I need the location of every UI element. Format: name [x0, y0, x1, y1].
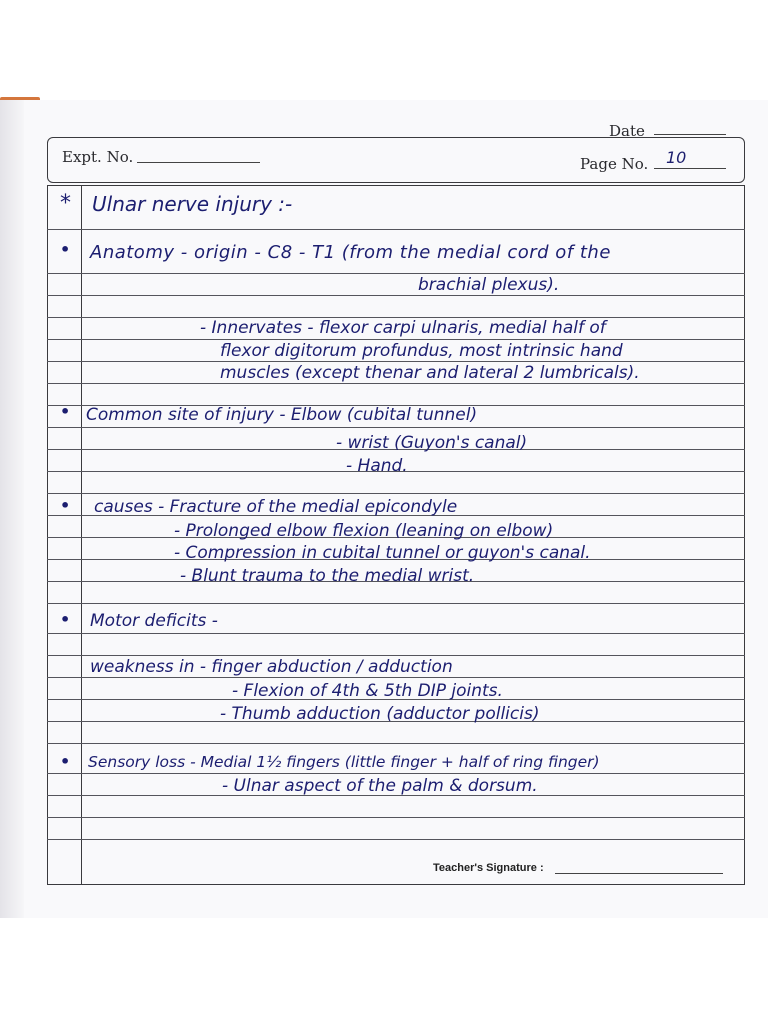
title-marker: * [60, 191, 71, 216]
sensory-line-1: Sensory loss - Medial 1½ fingers (little finger + half of ring finger) [88, 753, 600, 771]
anatomy-line-2: brachial plexus). [418, 275, 560, 295]
motor-line-4: - Thumb adduction (adductor pollicis) [220, 704, 540, 724]
motor-line-3: - Flexion of 4th & 5th DIP joints. [232, 681, 503, 701]
rule-line [47, 603, 745, 604]
rule-line [47, 677, 745, 678]
page-no-label: Page No. [580, 155, 649, 173]
margin-line [81, 185, 82, 885]
innervates-line-1: - Innervates - flexor carpi ulnaris, medial half of [200, 318, 606, 338]
rule-line [47, 773, 745, 774]
teacher-signature-label: Teacher's Signature : [433, 862, 544, 874]
site-line-2: - wrist (Guyon's canal) [336, 433, 528, 453]
date-field [654, 134, 726, 135]
motor-line-2: weakness in - finger abduction / adduction [90, 657, 453, 677]
causes-line-1: causes - Fracture of the medial epicondyle [94, 497, 458, 517]
date-label: Date [609, 122, 645, 140]
motor-line-1: Motor deficits - [90, 611, 218, 631]
bullet: • [60, 496, 71, 515]
anatomy-line-1: Anatomy - origin - C8 - T1 (from the medial cord of the [90, 242, 611, 263]
bullet: • [60, 402, 71, 421]
rule-line [47, 427, 745, 428]
innervates-line-3: muscles (except thenar and lateral 2 lumbricals). [220, 363, 640, 383]
rule-line [47, 361, 745, 362]
bullet: • [60, 240, 71, 259]
rule-line [47, 633, 745, 634]
rule-line [47, 817, 745, 818]
expt-no-field [137, 162, 260, 163]
note-title: Ulnar nerve injury :- [92, 192, 293, 216]
causes-line-3: - Compression in cubital tunnel or guyon's canal. [174, 543, 591, 563]
page-shadow [0, 100, 24, 920]
bullet: • [60, 752, 71, 771]
causes-line-2: - Prolonged elbow flexion (leaning on elbow) [174, 521, 554, 541]
page-no-field [654, 168, 726, 169]
rule-line [47, 229, 745, 230]
expt-no-label: Expt. No. [62, 148, 134, 166]
site-line-3: - Hand. [346, 456, 408, 476]
rule-line [47, 743, 745, 744]
sensory-line-2: - Ulnar aspect of the palm & dorsum. [222, 776, 538, 796]
innervates-line-2: flexor digitorum profundus, most intrinsic hand [220, 341, 623, 361]
bullet: • [60, 610, 71, 629]
background-top [0, 0, 768, 100]
rule-line [47, 273, 745, 274]
teacher-signature-field [555, 873, 723, 874]
rule-line [47, 339, 745, 340]
rule-line [47, 493, 745, 494]
site-line-1: Common site of injury - Elbow (cubital tunnel) [86, 405, 478, 425]
rule-line [47, 839, 745, 840]
causes-line-4: - Blunt trauma to the medial wrist. [180, 566, 475, 586]
rule-line [47, 295, 745, 296]
background-bottom [0, 918, 768, 1024]
rule-line [47, 383, 745, 384]
page-no-value: 10 [666, 148, 687, 167]
rule-line [47, 655, 745, 656]
